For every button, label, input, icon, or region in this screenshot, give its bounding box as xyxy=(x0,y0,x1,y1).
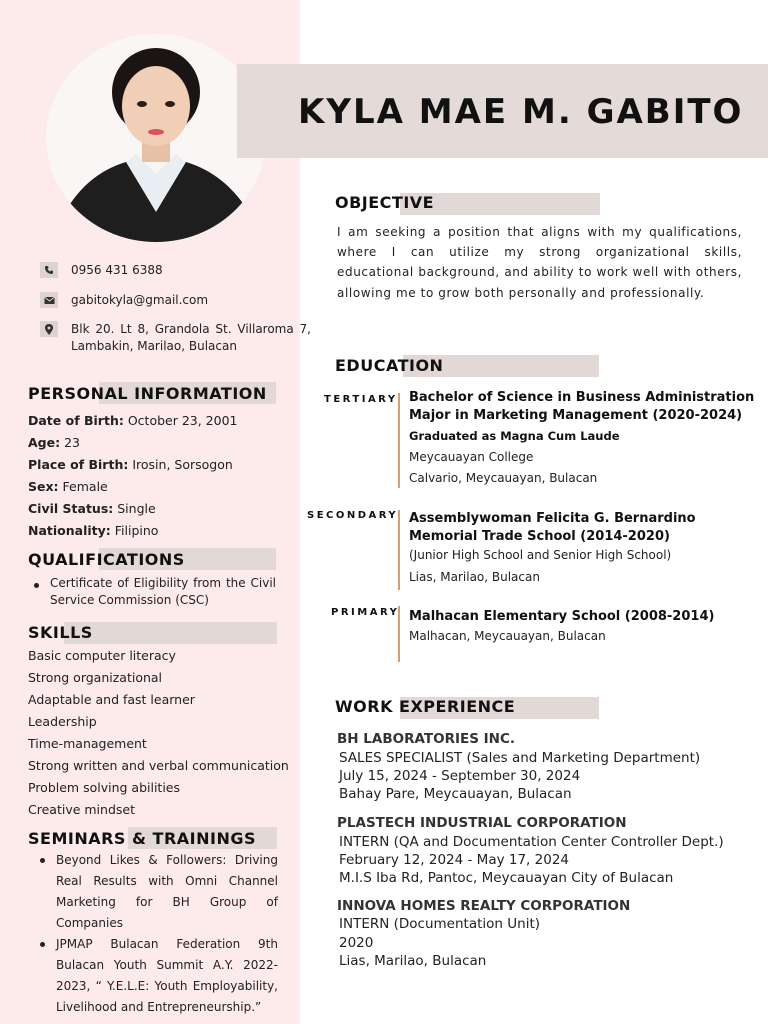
job-company: PLASTECH INDUSTRIAL CORPORATION xyxy=(337,815,627,831)
list-item: JPMAP Bulacan Federation 9th Bulacan Youth Summit A.Y. 2022-2023, “ Y.E.L.E: Youth Employability, Livelihood and Entrepreneurship.” xyxy=(34,934,278,1018)
info-label: Date of Birth: xyxy=(28,413,124,428)
email-text: gabitokyla@gmail.com xyxy=(71,293,209,307)
objective-title: OBJECTIVE xyxy=(335,193,435,212)
info-value: 23 xyxy=(64,435,80,450)
skill-item: Adaptable and fast learner xyxy=(28,692,195,707)
info-place-of-birth xyxy=(28,457,233,472)
skills-band xyxy=(64,622,277,644)
info-label: Civil Status: xyxy=(28,501,114,516)
job-position: SALES SPECIALIST (Sales and Marketing Department) xyxy=(339,750,701,766)
skill-item: Problem solving abilities xyxy=(28,780,181,795)
job-dates: July 15, 2024 - September 30, 2024 xyxy=(339,768,581,784)
info-label: Place of Birth: xyxy=(28,457,129,472)
info-value: Female xyxy=(62,479,108,494)
location-pin-icon xyxy=(40,321,58,337)
info-age xyxy=(28,435,80,450)
tertiary-location: Calvario, Meycauayan, Bulacan xyxy=(409,471,598,485)
secondary-school-line2: Memorial Trade School (2014-2020) xyxy=(409,529,670,544)
job-company: BH LABORATORIES INC. xyxy=(337,731,516,747)
info-label: Sex: xyxy=(28,479,59,494)
job-position: INTERN (Documentation Unit) xyxy=(339,916,541,932)
job-location: Bahay Pare, Meycauayan, Bulacan xyxy=(339,786,572,802)
info-value: October 23, 2001 xyxy=(127,413,238,428)
skill-item: Strong written and verbal communication xyxy=(28,758,289,773)
secondary-note: (Junior High School and Senior High School) xyxy=(409,548,672,562)
mail-icon xyxy=(40,292,58,308)
level-tertiary: TERTIARY xyxy=(324,394,398,405)
seminars-list xyxy=(34,850,278,1018)
education-title: EDUCATION xyxy=(335,356,444,375)
job-position: INTERN (QA and Documentation Center Controller Dept.) xyxy=(339,834,724,850)
qualifications-list xyxy=(28,575,276,609)
work-title: WORK EXPERIENCE xyxy=(335,697,516,716)
primary-location: Malhacan, Meycauayan, Bulacan xyxy=(409,629,606,643)
address-text: Blk 20. Lt 8, Grandola St. Villaroma 7, Lambakin, Marilao, Bulacan xyxy=(71,322,311,353)
level-secondary: SECONDARY xyxy=(307,510,399,521)
skill-item: Time-management xyxy=(28,736,147,751)
info-value: Single xyxy=(117,501,156,516)
skill-item: Creative mindset xyxy=(28,802,135,817)
info-label: Nationality: xyxy=(28,523,111,538)
skills-title: SKILLS xyxy=(28,623,93,642)
info-date-of-birth xyxy=(28,413,238,428)
job-dates: February 12, 2024 - May 17, 2024 xyxy=(339,852,570,868)
tertiary-school: Meycauayan College xyxy=(409,450,534,464)
job-dates: 2020 xyxy=(339,935,374,951)
personal-info-title: PERSONAL INFORMATION xyxy=(28,384,267,403)
seminars-title: SEMINARS & TRAININGS xyxy=(28,829,256,848)
secondary-location: Lias, Marilao, Bulacan xyxy=(409,570,540,584)
info-value: Filipino xyxy=(114,523,159,538)
full-name: KYLA MAE M. GABITO xyxy=(298,92,744,132)
info-label: Age: xyxy=(28,435,61,450)
job-location: M.I.S Iba Rd, Pantoc, Meycauayan City of Bulacan xyxy=(339,870,674,886)
timeline-line xyxy=(398,393,400,488)
secondary-school-line1: Assemblywoman Felicita G. Bernardino xyxy=(409,511,696,526)
profile-photo xyxy=(46,34,266,242)
job-company: INNOVA HOMES REALTY CORPORATION xyxy=(337,898,631,914)
list-item: Beyond Likes & Followers: Driving Real Results with Omni Channel Marketing for BH Group of Companies xyxy=(34,850,278,934)
tertiary-honor: Graduated as Magna Cum Laude xyxy=(409,429,620,443)
phone-text: 0956 431 6388 xyxy=(71,263,163,277)
skill-item: Leadership xyxy=(28,714,97,729)
qualifications-title: QUALIFICATIONS xyxy=(28,550,185,569)
primary-school: Malhacan Elementary School (2008-2014) xyxy=(409,609,715,624)
timeline-line xyxy=(398,510,400,590)
tertiary-degree-line1: Bachelor of Science in Business Administration xyxy=(409,390,755,405)
tertiary-degree-line2: Major in Marketing Management (2020-2024) xyxy=(409,408,743,423)
info-nationality xyxy=(28,523,158,538)
info-civil-status xyxy=(28,501,156,516)
skill-item: Basic computer literacy xyxy=(28,648,176,663)
info-sex xyxy=(28,479,108,494)
list-item: Certificate of Eligibility from the Civil Service Commission (CSC) xyxy=(28,575,276,609)
objective-text: I am seeking a position that aligns with my qualifications, where I can utilize my strong organizational skills, educational background, and ability to work well with others, allowing me to grow both personally and professionally. xyxy=(337,225,742,300)
level-primary: PRIMARY xyxy=(331,607,400,618)
info-value: Irosin, Sorsogon xyxy=(132,457,233,472)
job-location: Lias, Marilao, Bulacan xyxy=(339,953,487,969)
phone-icon xyxy=(40,262,58,278)
skill-item: Strong organizational xyxy=(28,670,163,685)
